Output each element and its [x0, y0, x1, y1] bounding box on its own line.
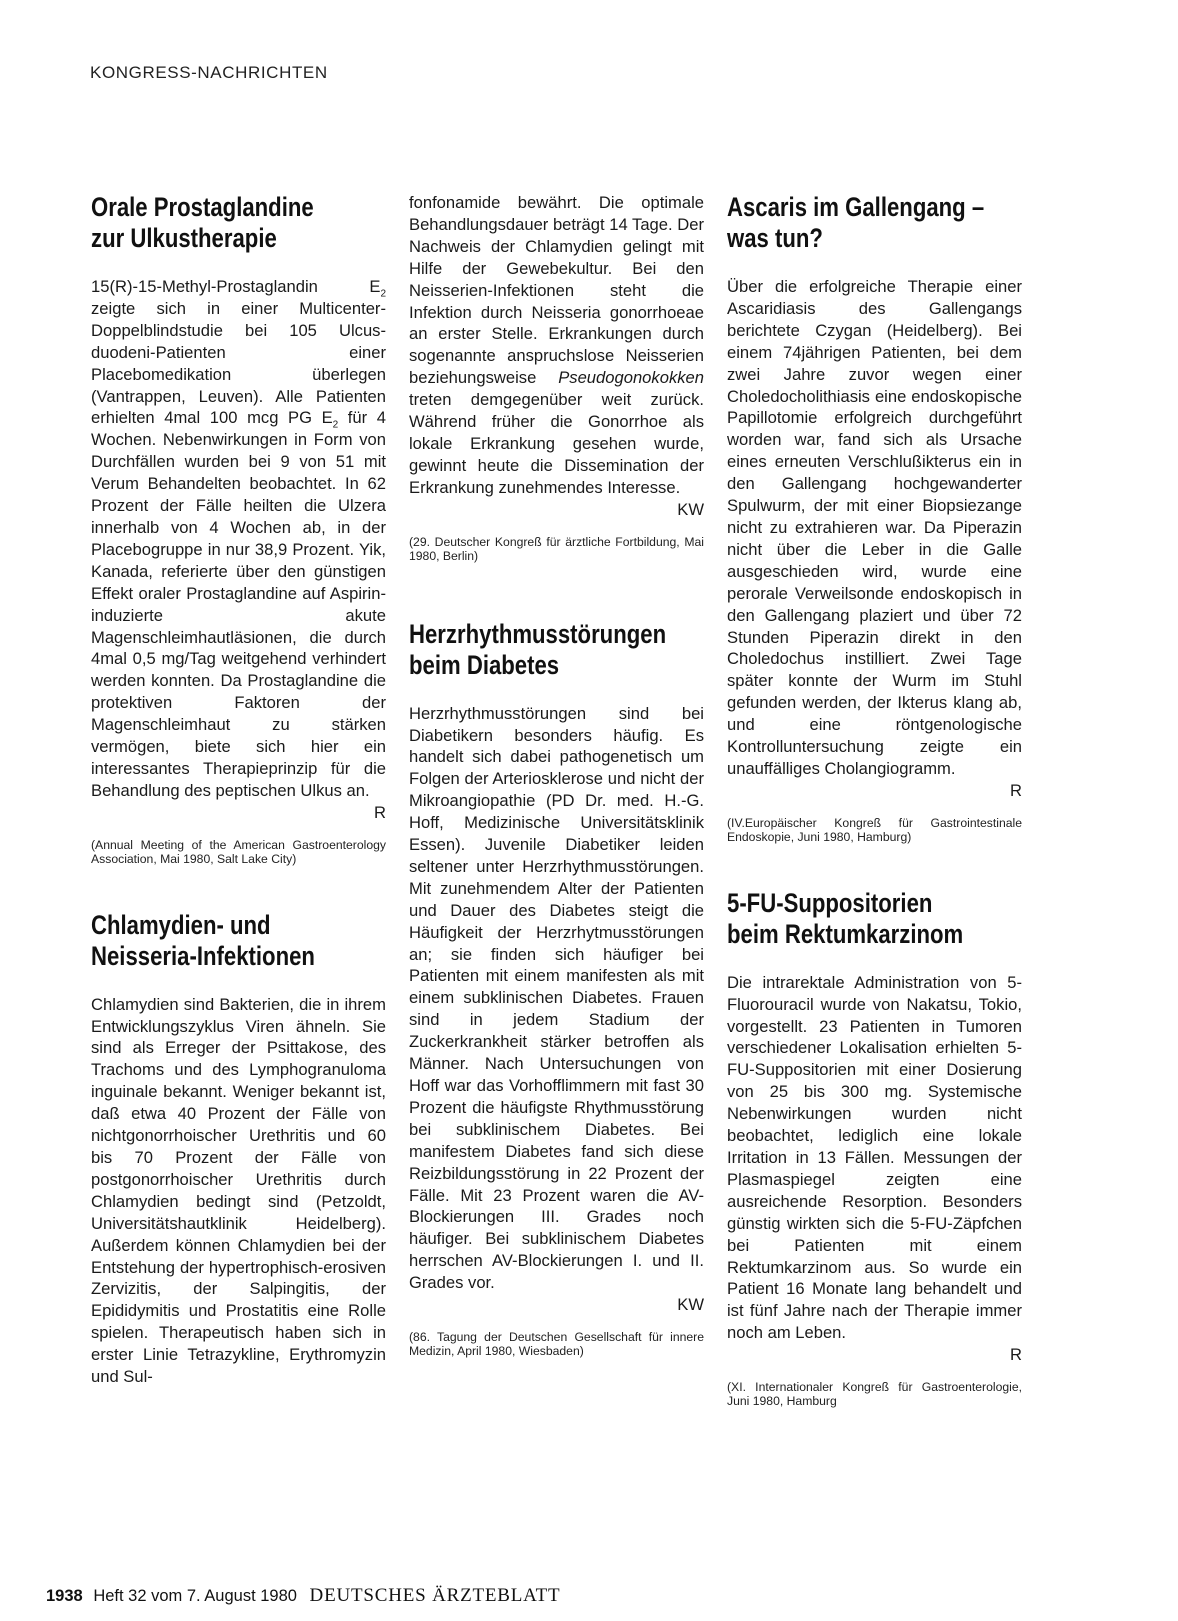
page-footer: [46, 1585, 560, 1607]
article-source: (XI. Internationaler Kongreß für Gastroenterologie, Juni 1980, Hamburg: [727, 1380, 1022, 1409]
article-source: (Annual Meeting of the American Gastroenterology Association, Mai 1980, Salt Lake City): [91, 837, 386, 866]
article-ascaris: [727, 192, 1022, 844]
title-line-1: 5-FU-Suppositorien: [727, 887, 933, 918]
title-line-2: beim Rektumkarzinom: [727, 918, 964, 949]
article-source: (29. Deutscher Kongreß für ärztliche Fortbildung, Mai 1980, Berlin): [409, 534, 704, 563]
title-line-1: Ascaris im Gallengang –: [727, 192, 985, 222]
article-source: (IV.Europäischer Kongreß für Gastrointestinale Endoskopie, Juni 1980, Hamburg): [727, 815, 1022, 844]
author-signature: KW: [677, 499, 704, 519]
author-signature: R: [1010, 780, 1022, 800]
author-signature: R: [374, 802, 386, 822]
title-line-2: Neisseria-Infektionen: [91, 940, 315, 971]
article-body: Über die erfolgreiche Therapie einer Ascaridiasis des Gallengangs berichtete Czygan (Heidelberg). Bei einem 74jährigen Patienten, bei dem zwei Jahre zuvor wegen einer Choledocholithiasis eine endoskopische Papillotomie erfolgreich durchgeführt worden war, fand sich als Ursache eines erneuten Verschlußikterus ein in den Gallengang hochgewanderter Spulwurm, der mit einer Biopsiezange nicht zu extrahieren war. Da Piperazin nicht über die Leber in die Galle ausgeschieden wird, wurde eine perorale Verweilsonde endoskopisch in den Gallengang plaziert und über 72 Stunden Piperazin direkt in den Choledochus instilliert. Zwei Tage später konnte der Wurm im Stuhl gefunden werden, der Ikterus klang ab, und eine röntgenologische Kontrolluntersuchung zeigte ein unauffälliges Cholangiogramm.: [727, 277, 1022, 778]
article-source: (86. Tagung der Deutschen Gesellschaft für innere Medizin, April 1980, Wiesbaden): [409, 1329, 704, 1358]
article-body-part2: fonfonamide bewährt. Die optimale Behandlungsdauer beträgt 14 Tage. Der Nachweis der Chlamydien gelingt mit Hilfe der Gewebekultur. Bei den Neisserien-Infektionen steht die Infektion durch Neisseria gonorrhoeae an erster Stelle. Erkrankungen durch sogenannte anspruchslose Neisserien beziehungsweise Pseudogonokokken treten demgegenüber weit zurück. Während früher die Gonorrhoe als lokale Erkrankung gesehen wurde, gewinnt heute die Dissemination der Erkrankung zunehmendes Interesse.: [409, 193, 704, 497]
title-line-2: was tun?: [727, 223, 823, 253]
article-body-part1: Chlamydien sind Bakterien, die in ihrem Entwicklungszyklus Viren ähneln. Sie sind als Erreger der Psittakose, des Trachoms und des Lymphogranuloma inguinale bekannt. Weniger bekannt ist, daß etwa 40 Prozent der Fälle von nichtgonorrhoischer Urethritis und 60 bis 70 Prozent der Fälle von postgonorrhoischer Urethritis durch Chlamydien bedingt sind (Petzoldt, Universitätshautklinik Heidelberg). Außerdem können Chlamydien bei der Entstehung der hypertrophisch-erosiven Zervizitis, der Salpingitis, der Epididymitis und Prostatitis eine Rolle spielen. Therapeutisch haben sich in erster Linie Tetrazykline, Erythromyzin und Sul-: [91, 994, 386, 1387]
article-prostaglandine: [91, 192, 386, 866]
column-3: [727, 192, 1022, 1408]
article-title: [409, 619, 704, 681]
title-line-2: zur Ulkustherapie: [91, 223, 277, 253]
article-title: [91, 910, 386, 972]
author-signature: R: [1010, 1345, 1022, 1365]
article-chlamydien: [91, 910, 386, 1388]
title-line-1: Chlamydien- und: [91, 909, 271, 940]
section-label: KONGRESS-NACHRICHTEN: [90, 63, 328, 82]
column-1: [91, 192, 386, 1388]
article-title: [727, 888, 1022, 950]
magazine-name: DEUTSCHES ÄRZTEBLATT: [309, 1585, 561, 1606]
title-line-2: beim Diabetes: [409, 649, 560, 680]
article-body: 15(R)-15-Methyl-Prostaglandin $E_2$ zeigte sich in einer Multicenter-Doppelblindstudie bei 105 Ulcus-duodeni-Patienten einer Placebomedikation überlegen (Vantrappen, Leuven). Alle Patienten erhielten 4mal 100 mcg PG $E_2$ für 4 Wochen. Nebenwirkungen in Form von Durchfällen wurden bei 9 von 51 mit Verum Behandelten beobachtet. In 62 Prozent der Fälle heilten die Ulzera innerhalb von 4 Wochen ab, in der Placebogruppe in nur 38,9 Prozent. Yik, Kanada, referierte über den günstigen Effekt oraler Prostaglandine auf Aspirin-induzierte akute Magenschleimhautläsionen, die durch 4mal 0,5 mg/Tag weitgehend verhindert werden konnten. Da Prostaglandine die protektiven Faktoren der Magenschleimhaut zu stärken vermögen, biete sich hier ein interessantes Therapieprinzip für die Behandlung des peptischen Ulkus an.: [91, 277, 386, 800]
title-line-1: Orale Prostaglandine: [91, 192, 314, 222]
article-body: Herzrhythmusstörungen sind bei Diabetikern besonders häufig. Es handelt sich dabei pathogenetisch um Folgen der Arteriosklerose und nicht der Mikroangiopathie (PD Dr. med. H.-G. Hoff, Medizinische Universitätsklinik Essen). Juvenile Diabetiker leiden seltener unter Herzrhythmusstörungen. Mit zunehmendem Alter der Patienten und Dauer des Diabetes steigt die Häufigkeit der Herzrhytmusstörungen an; sie finden sich häufiger bei Patienten mit einem manifesten als mit einem subklinischen Diabetes. Frauen sind in jedem Stadium der Zuckerkrankheit stärker betroffen als Männer. Nach Untersuchungen von Hoff war das Vorhofflimmern mit fast 30 Prozent die häufigste Rhythmusstörung bei subklinischem Diabetes. Bei manifestem Diabetes fand sich diese Reizbildungsstörung in 22 Prozent der Fälle. Mit 23 Prozent waren die AV-Blockierungen III. Grades noch häufiger. Bei subklinischem Diabetes herrschen AV-Blockierungen I. und II. Grades vor.: [409, 703, 704, 1293]
article-5fu: [727, 888, 1022, 1408]
page-number: 1938: [46, 1587, 83, 1605]
article-title: [91, 192, 386, 254]
article-herzrhythmus: [409, 619, 704, 1358]
title-line-1: Herzrhythmusstörungen: [409, 618, 667, 649]
issue-info: Heft 32 vom 7. August 1980: [93, 1587, 297, 1605]
article-title: [727, 192, 1022, 254]
author-signature: KW: [677, 1295, 704, 1315]
article-body: Die intrarektale Administration von 5-Fluorouracil wurde von Nakatsu, Tokio, vorgestellt. 23 Patienten in Tumoren verschiedener Lokalisation erhielten 5-FU-Suppositorien mit einer Dosierung von 25 bis 300 mg. Systemische Nebenwirkungen wurden nicht beobachtet, lediglich eine lokale Irritation in 13 Fällen. Messungen der Plasmaspiegel zeigten eine ausreichende Resorption. Besonders günstig wirkten sich die 5-FU-Zäpfchen bei Patienten mit einem Rektumkarzinom aus. So wurde ein Patient 16 Monate lang behandelt und ist fünf Jahre nach der Therapie immer noch am Leben.: [727, 972, 1022, 1343]
column-2: [409, 192, 704, 1358]
